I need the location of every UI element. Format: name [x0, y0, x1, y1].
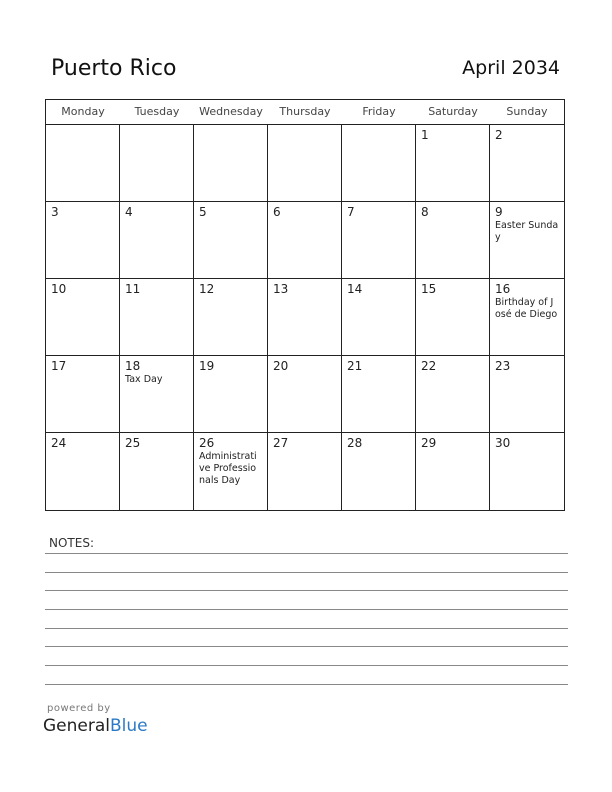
- day-number: 30: [495, 436, 511, 450]
- day-number: 17: [51, 359, 67, 373]
- day-cell: [194, 356, 268, 433]
- notes-line: [45, 553, 568, 554]
- day-cell: [46, 125, 120, 202]
- day-cell: [120, 433, 194, 510]
- calendar-month-title: April 2034: [462, 57, 560, 79]
- day-cell: [342, 125, 416, 202]
- day-number: 3: [51, 205, 59, 219]
- holiday-event: Tax Day: [125, 374, 163, 385]
- day-cell: [120, 125, 194, 202]
- holiday-event: Administrative Professionals Day: [199, 451, 257, 486]
- day-cell: [194, 433, 268, 510]
- day-cell: [342, 356, 416, 433]
- day-cell: [46, 279, 120, 356]
- day-number: 25: [125, 436, 141, 450]
- day-number: 27: [273, 436, 289, 450]
- weekday-wednesday: Wednesday: [199, 105, 263, 118]
- day-cell: [416, 279, 490, 356]
- day-cell: [268, 433, 342, 510]
- day-number: 14: [347, 282, 363, 296]
- powered-by-text: powered by: [47, 703, 111, 714]
- day-cell: [416, 356, 490, 433]
- day-number: 2: [495, 128, 503, 142]
- day-cell: [120, 279, 194, 356]
- notes-line: [45, 590, 568, 591]
- day-cell: [194, 125, 268, 202]
- day-cell: [416, 125, 490, 202]
- day-number: 21: [347, 359, 363, 373]
- day-cell: [490, 356, 564, 433]
- notes-line: [45, 684, 568, 685]
- day-number: 28: [347, 436, 363, 450]
- day-cell: [120, 202, 194, 279]
- day-number: 20: [273, 359, 289, 373]
- day-number: 9: [495, 205, 503, 219]
- day-number: 22: [421, 359, 437, 373]
- day-number: 1: [421, 128, 429, 142]
- day-number: 7: [347, 205, 355, 219]
- weekday-header-row: [46, 100, 564, 125]
- day-cell: [490, 279, 564, 356]
- notes-label: NOTES:: [49, 536, 94, 550]
- day-cell: [342, 433, 416, 510]
- day-number: 12: [199, 282, 215, 296]
- day-number: 18: [125, 359, 141, 373]
- weekday-monday: Monday: [61, 105, 105, 118]
- day-cell: [490, 125, 564, 202]
- day-number: 24: [51, 436, 67, 450]
- day-cell: [342, 202, 416, 279]
- notes-line: [45, 628, 568, 629]
- day-cell: [46, 433, 120, 510]
- day-number: 8: [421, 205, 429, 219]
- day-number: 5: [199, 205, 207, 219]
- day-cell: [194, 202, 268, 279]
- day-cell: [268, 202, 342, 279]
- day-number: 26: [199, 436, 215, 450]
- day-cell: [268, 125, 342, 202]
- generalblue-logo: [43, 716, 148, 736]
- notes-line: [45, 572, 568, 573]
- day-number: 29: [421, 436, 437, 450]
- holiday-event: Easter Sunday: [495, 220, 559, 243]
- weekday-tuesday: Tuesday: [134, 105, 180, 118]
- day-number: 16: [495, 282, 511, 296]
- day-cell: [268, 356, 342, 433]
- day-cell: [46, 356, 120, 433]
- day-number: 11: [125, 282, 141, 296]
- day-cell: [120, 356, 194, 433]
- day-cell: [490, 433, 564, 510]
- weekday-friday: Friday: [362, 105, 396, 118]
- weekday-sunday: Sunday: [506, 105, 548, 118]
- day-number: 13: [273, 282, 289, 296]
- day-number: 23: [495, 359, 511, 373]
- weekday-thursday: Thursday: [279, 105, 331, 118]
- brand-general: General: [43, 716, 110, 736]
- holiday-event: Birthday of José de Diego: [495, 297, 558, 320]
- day-cell: [194, 279, 268, 356]
- day-number: 19: [199, 359, 215, 373]
- day-number: 6: [273, 205, 281, 219]
- day-cell: [416, 202, 490, 279]
- day-cell: [268, 279, 342, 356]
- calendar-region-title: Puerto Rico: [51, 56, 177, 81]
- day-number: 10: [51, 282, 67, 296]
- day-cell: [490, 202, 564, 279]
- day-cell: [342, 279, 416, 356]
- notes-line: [45, 646, 568, 647]
- notes-line: [45, 665, 568, 666]
- day-cell: [46, 202, 120, 279]
- day-cell: [416, 433, 490, 510]
- day-number: 4: [125, 205, 133, 219]
- calendar-grid: [45, 99, 565, 511]
- day-number: 15: [421, 282, 437, 296]
- notes-line: [45, 609, 568, 610]
- brand-blue: Blue: [110, 716, 148, 736]
- weekday-saturday: Saturday: [428, 105, 478, 118]
- calendar-days: [46, 125, 564, 510]
